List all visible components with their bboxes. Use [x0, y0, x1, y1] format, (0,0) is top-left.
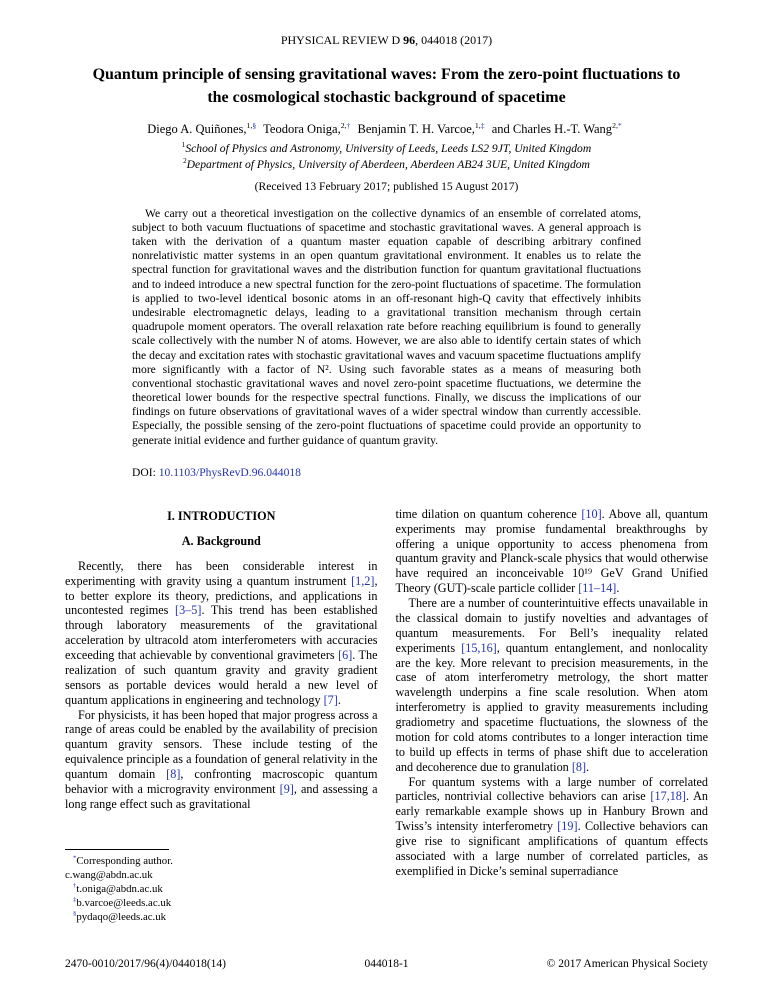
- author-affiliation-ref: 2,: [340, 121, 347, 131]
- footnote-rule: [65, 849, 169, 850]
- affiliation-text: Department of Physics, University of Aberdeen, Aberdeen AB24 3UE, United Kingdom: [186, 158, 590, 172]
- left-column: [65, 507, 378, 879]
- email-link[interactable]: t.oniga@abdn.ac.uk: [76, 882, 163, 895]
- page-number: 044018-1: [364, 958, 409, 970]
- email-link[interactable]: b.varcoe@leeds.ac.uk: [76, 896, 172, 909]
- citation-link[interactable]: [15,16]: [461, 640, 497, 655]
- footnote-marker[interactable]: *: [73, 854, 77, 862]
- citation-link[interactable]: [8]: [166, 767, 181, 782]
- author: [358, 122, 485, 136]
- footnote-corresponding-author: [65, 854, 377, 868]
- author-name: Benjamin T. H. Varcoe,: [357, 122, 475, 137]
- affiliation-text: School of Physics and Astronomy, University of Leeds, Leeds LS2 9JT, United Kingdom: [185, 142, 592, 156]
- author-affiliation-ref: 1,: [246, 121, 253, 131]
- copyright: © 2017 American Physical Society: [546, 958, 708, 970]
- author: [263, 122, 350, 136]
- author-footnote-link[interactable]: ‡: [480, 121, 485, 131]
- author-affiliation-ref: 1,: [474, 121, 481, 131]
- received-dates: (Received 13 February 2017; published 15 August 2017): [254, 179, 519, 193]
- author-line: [0, 122, 773, 137]
- page-footer: [65, 958, 708, 970]
- author-footnote-link[interactable]: §: [252, 121, 257, 131]
- footnote-email: [65, 868, 377, 882]
- journal-header: [0, 0, 773, 48]
- doi-link[interactable]: 10.1103/PhysRevD.96.044018: [158, 465, 301, 479]
- affiliations: [0, 141, 773, 172]
- citation-link[interactable]: [7]: [323, 692, 338, 707]
- citation-link[interactable]: [17,18]: [650, 789, 686, 804]
- citation-link[interactable]: [8]: [571, 759, 587, 774]
- body-paragraph: Recently, there has been considerable interest in experimenting with gravity using a quantum instrument [1,2], to better explore its theory, predictions, and applications in uncontested regimes [3–5]. This trend has been established through laboratory measurements of the gravitational acceleration by ultracold atom interferometers with accuracies exceeding that achievable by conventional gravimeters [6]. The realization of such quantum gravity and gravity gradient sensors as portable devices would herald a new level of quantum applications in engineering and technology [7].: [65, 558, 378, 707]
- author: [147, 122, 256, 136]
- citation-link[interactable]: [3–5]: [175, 603, 202, 618]
- citation-link[interactable]: [10]: [581, 506, 602, 521]
- body-paragraph: time dilation on quantum coherence [10]. Above all, quantum experiments may promise fundamental breakthroughs by offering a unique opportunity to access phenomena from quantum gravity and Planck-scale physics that would otherwise have required an inconceivable 10¹⁹ GeV Grand Unified Theory (GUT)-scale particle collider [11–14].: [395, 506, 709, 596]
- author-footnote-link[interactable]: *: [617, 121, 622, 131]
- citation-link[interactable]: [19]: [557, 819, 578, 834]
- author-name: Diego A. Quiñones,: [147, 122, 247, 137]
- paper-title: Quantum principle of sensing gravitational waves: From the zero-point fluctuations to the cosmological stochastic background of spacetime: [92, 66, 681, 107]
- citation-link[interactable]: [6]: [338, 648, 353, 663]
- footnote-marker[interactable]: ‡: [73, 896, 77, 904]
- affiliation: [0, 157, 773, 173]
- journal-issue: , 044018 (2017): [415, 33, 493, 47]
- footnote-marker[interactable]: †: [73, 882, 77, 890]
- author-footnote-link[interactable]: †: [346, 121, 351, 131]
- body-paragraph: For physicists, it has been hoped that major progress across a range of areas could be enabled by the availability of precision quantum gravity sensors. These include testing of the equivalence principle as a foundation of general relativity in the quantum domain [8], confronting macroscopic quantum behavior with a microgravity environment [9], and assessing a long range effect such as gravitational: [65, 707, 378, 811]
- body-paragraph: There are a number of counterintuitive effects unavailable in the classical domain to justify novelties and advantages of quantum measurements. For Bell’s inequality related experiments [15,16], quantum entanglement, and nonlocality are the key. More relevant to precision measurements, in the case of atom interferometry metrology, the short matter wavelength underpins a fine scale resolution. When atom interferometry is applied to gravity measurements including gradiometry and spacetime fluctuations, the slowness of the motion for cold atoms contributes to a longer interaction time to build up effects in terms of phase shift due to acceleration and decoherence due to granulation [8].: [395, 596, 708, 774]
- subsection-heading-background: A. Background: [181, 533, 261, 548]
- affiliation-number: 1: [181, 141, 186, 150]
- email-link[interactable]: pydaqo@leeds.ac.uk: [76, 910, 167, 923]
- section-heading-introduction: I. INTRODUCTION: [167, 508, 276, 523]
- journal-volume: 96: [403, 33, 416, 47]
- footnote-email: [65, 896, 377, 910]
- author: [492, 122, 622, 136]
- issn-code: 2470-0010/2017/96(4)/044018(14): [65, 958, 226, 970]
- citation-link[interactable]: [1,2]: [351, 573, 375, 588]
- affiliation: [0, 141, 773, 157]
- journal-name: PHYSICAL REVIEW D: [280, 33, 404, 47]
- email-link[interactable]: c.wang@abdn.ac.uk: [65, 868, 153, 881]
- two-column-body: [65, 507, 708, 879]
- footnote-email: [65, 910, 377, 924]
- doi-line: [132, 466, 641, 479]
- footnote-text: Corresponding author.: [76, 854, 173, 867]
- citation-link[interactable]: [11–14]: [578, 581, 617, 596]
- doi-label: DOI:: [132, 465, 159, 479]
- right-column: [396, 507, 709, 879]
- footnote-marker[interactable]: §: [73, 910, 77, 918]
- footnotes: [65, 849, 377, 924]
- affiliation-number: 2: [183, 157, 187, 166]
- author-name: Teodora Oniga,: [263, 122, 341, 137]
- author-name: and Charles H.-T. Wang: [491, 122, 613, 137]
- abstract: We carry out a theoretical investigation on the collective dynamics of an ensemble of correlated atoms, subject to both vacuum fluctuations of spacetime and stochastic gravitational waves. A general approach is taken with the derivation of a quantum master equation capable of describing arbitrary confined nonrelativistic matter systems in an open quantum gravitational environment. It enables us to relate the spectral function for gravitational waves and the distribution function for quantum gravitational fluctuations and to indeed introduce a new spectral function for the zero-point fluctuations of spacetime. The formulation is applied to two-level identical bosonic atoms in an off-resonant high-Q cavity that effectively inhibits undesirable electromagnetic delays, leading to a gravitational transition mechanism through certain quadrupole moment operators. The overall relaxation rate before reaching equilibrium is found to generally scale collectively with the number N of atoms. However, we are also able to identify certain states of which the decay and excitation rates with stochastic gravitational waves and vacuum spacetime fluctuations amplify more significantly with a factor of N². Using such favorable states as a means of measuring both conventional stochastic gravitational waves and novel zero-point spacetime fluctuations, we determine the theoretical lower bounds for the respective spectral functions. Finally, we discuss the implications of our findings on future observations of gravitational waves of a wider spectral window than currently accessible. Especially, the possible sensing of the zero-point fluctuations of spacetime could provide an opportunity to generate initial evidence and further guidance of quantum gravity.: [132, 206, 641, 447]
- author-affiliation-ref: 2,: [612, 121, 618, 131]
- footnote-email: [65, 882, 377, 896]
- citation-link[interactable]: [9]: [279, 781, 294, 796]
- body-paragraph: For quantum systems with a large number of correlated particles, nontrivial collective behaviors can arise [17,18]. An early remarkable example shows up in Hanbury Brown and Twiss’s intensity interferometry [19]. Collective behaviors can give rise to significant amplifications of quantum effects associated with a large number of correlated particles, as exemplified in Dicke’s seminal superradiance: [395, 774, 708, 878]
